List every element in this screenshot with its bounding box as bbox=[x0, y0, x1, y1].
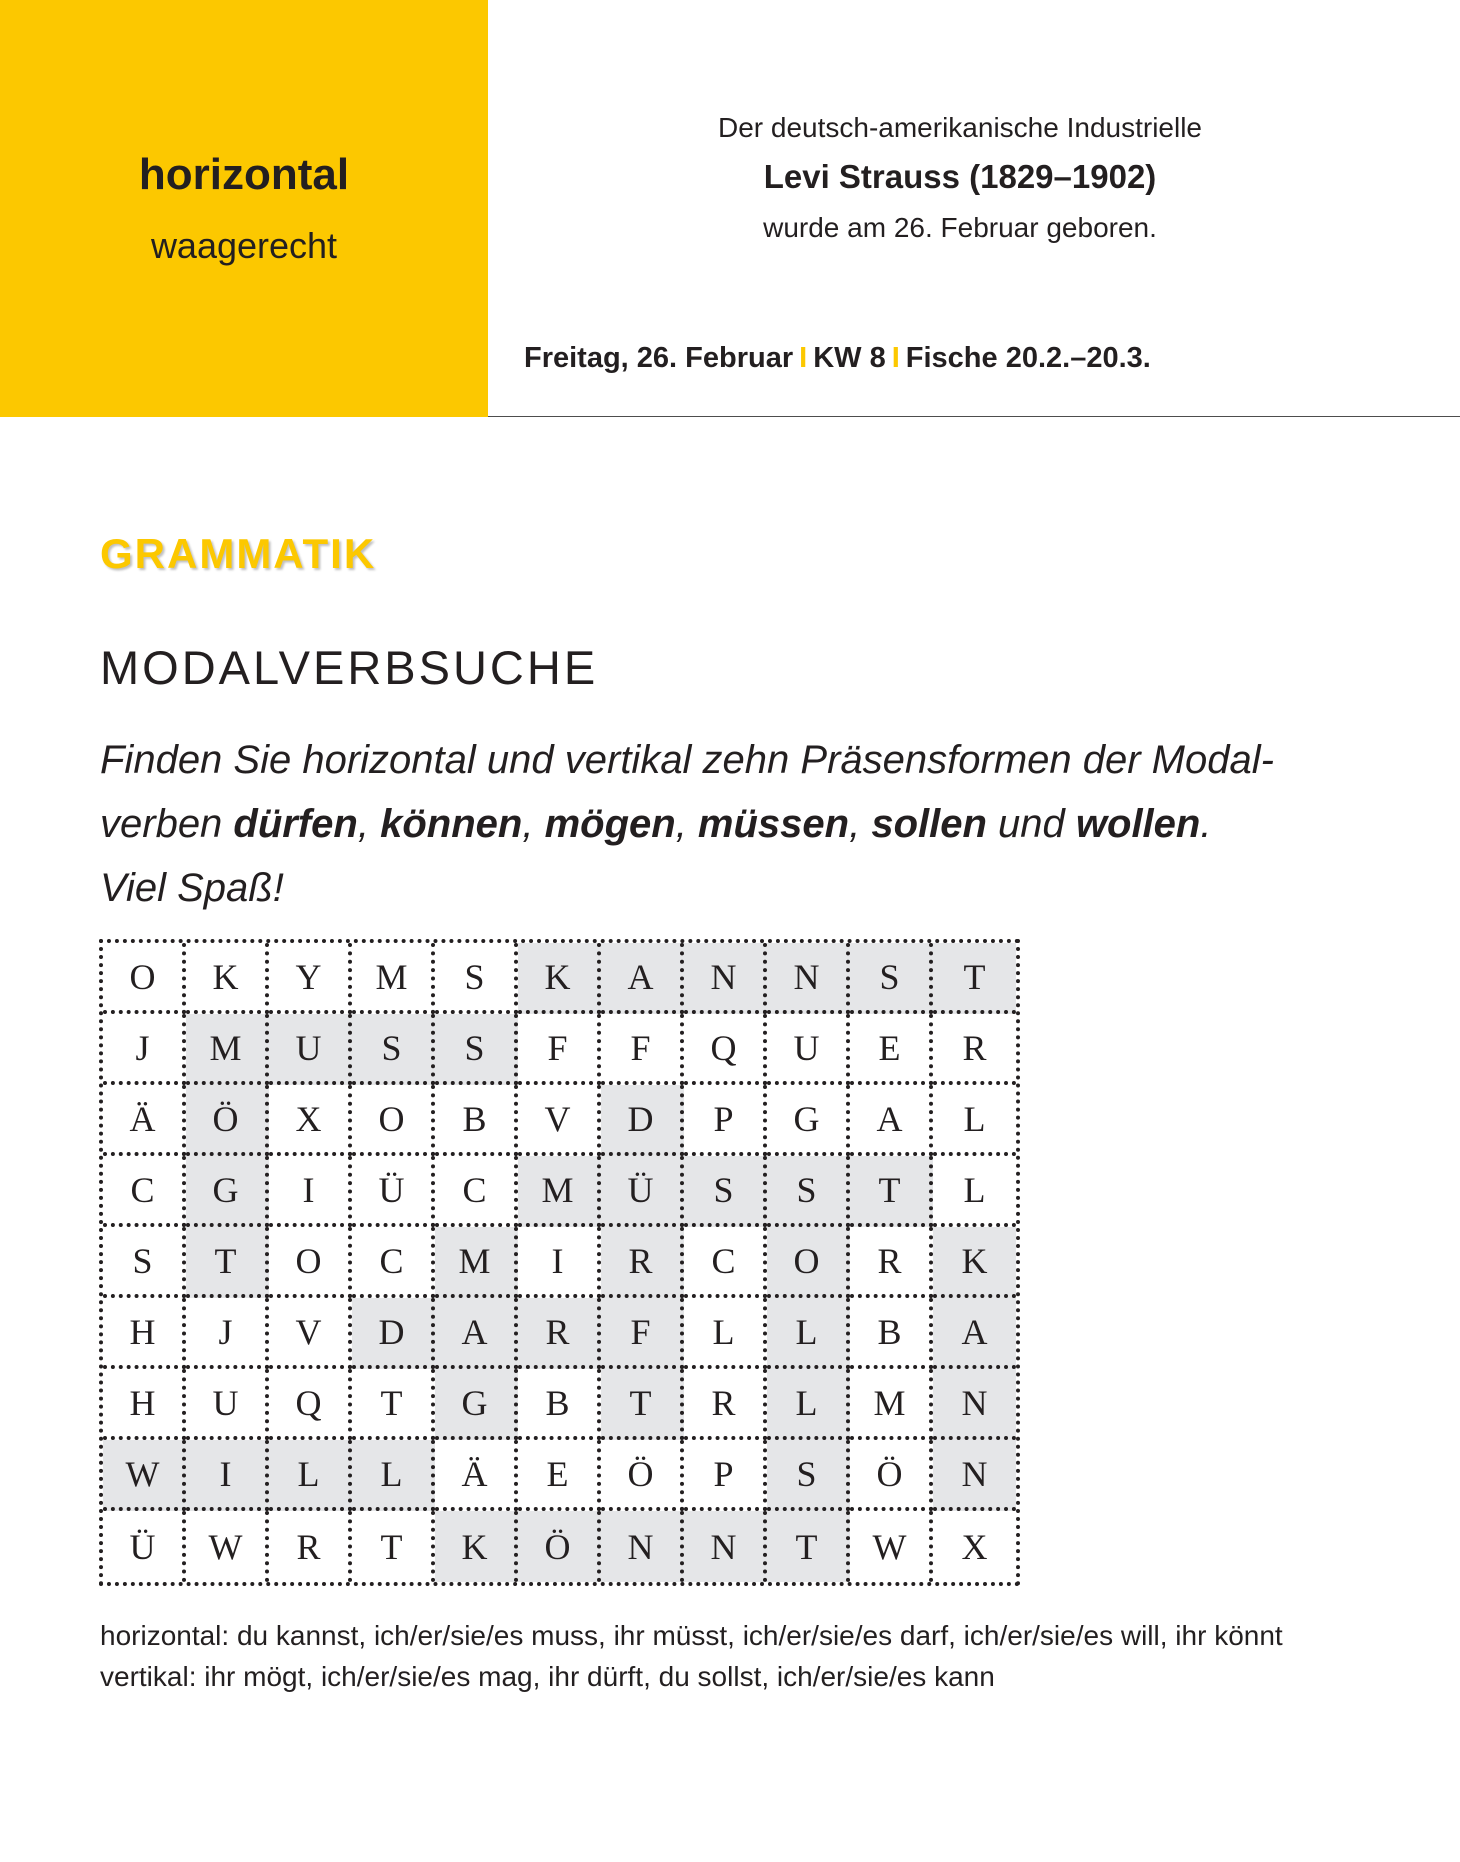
grid-cell: J bbox=[103, 1014, 186, 1085]
grid-cell: S bbox=[850, 943, 933, 1014]
puzzle-title: MODALVERBSUCHE bbox=[100, 641, 599, 694]
grid-cell: E bbox=[518, 1440, 601, 1511]
fact-line-1: Der deutsch-amerikanische Industrielle bbox=[718, 112, 1202, 143]
grid-cell: C bbox=[103, 1156, 186, 1227]
grid-cell: I bbox=[186, 1440, 269, 1511]
grid-cell: S bbox=[767, 1156, 850, 1227]
grid-cell: U bbox=[767, 1014, 850, 1085]
date: Freitag, 26. Februar bbox=[524, 342, 794, 374]
grid-cell: R bbox=[684, 1369, 767, 1440]
grid-cell: M bbox=[186, 1014, 269, 1085]
grid-cell: D bbox=[601, 1085, 684, 1156]
grid-cell: B bbox=[518, 1369, 601, 1440]
grid-cell: K bbox=[186, 943, 269, 1014]
grid-cell: T bbox=[767, 1511, 850, 1582]
grid-cell: K bbox=[933, 1227, 1016, 1298]
grid-cell: L bbox=[933, 1156, 1016, 1227]
grid-cell: S bbox=[352, 1014, 435, 1085]
grid-cell: J bbox=[186, 1298, 269, 1369]
grid-cell: K bbox=[518, 943, 601, 1014]
grid-cell: Ü bbox=[103, 1511, 186, 1582]
grid-cell: Ä bbox=[103, 1085, 186, 1156]
grid-cell: Ü bbox=[352, 1156, 435, 1227]
solution-vertical: vertikal: ihr mögt, ich/er/sie/es mag, ihr dürft, du sollst, ich/er/sie/es kann bbox=[100, 1661, 995, 1692]
grid-cell: A bbox=[850, 1085, 933, 1156]
grid-cell: V bbox=[269, 1298, 352, 1369]
grid-cell: X bbox=[933, 1511, 1016, 1582]
fact-line-2: Levi Strauss (1829–1902) bbox=[763, 158, 1157, 195]
grid-cell: P bbox=[684, 1085, 767, 1156]
calendar-week: KW 8 bbox=[813, 342, 886, 374]
grid-cell: W bbox=[103, 1440, 186, 1511]
grid-cell: Y bbox=[269, 943, 352, 1014]
grid-cell: O bbox=[103, 943, 186, 1014]
punctuation: , bbox=[357, 802, 381, 846]
verb: müssen bbox=[697, 802, 850, 846]
grid-cell: S bbox=[435, 1014, 518, 1085]
instruction-closing: Viel Spaß! bbox=[100, 866, 284, 910]
grid-cell: O bbox=[352, 1085, 435, 1156]
grid-cell: Ä bbox=[435, 1440, 518, 1511]
punctuation: , bbox=[522, 802, 545, 846]
verb: mögen bbox=[544, 802, 676, 846]
instruction-part: verben bbox=[100, 802, 234, 846]
grid-cell: R bbox=[933, 1014, 1016, 1085]
grid-cell: N bbox=[933, 1440, 1016, 1511]
grid-cell: G bbox=[186, 1156, 269, 1227]
punctuation: . bbox=[1200, 802, 1212, 846]
zodiac-sign: Fische 20.2.–20.3. bbox=[905, 342, 1151, 374]
grid-cell: T bbox=[352, 1369, 435, 1440]
grid-cell: Q bbox=[684, 1014, 767, 1085]
grid-cell: Ö bbox=[850, 1440, 933, 1511]
verb: sollen bbox=[871, 802, 987, 846]
grid-cell: F bbox=[518, 1014, 601, 1085]
grid-cell: O bbox=[269, 1227, 352, 1298]
grid-cell: X bbox=[269, 1085, 352, 1156]
grid-cell: D bbox=[352, 1298, 435, 1369]
grid-cell: T bbox=[850, 1156, 933, 1227]
grid-cell: Ö bbox=[518, 1511, 601, 1582]
word-of-day: horizontal bbox=[138, 150, 350, 199]
grid-cell: A bbox=[435, 1298, 518, 1369]
conjunction: und bbox=[986, 802, 1076, 846]
date-line bbox=[524, 342, 1151, 375]
grid-cell: E bbox=[850, 1014, 933, 1085]
grid-cell: P bbox=[684, 1440, 767, 1511]
grid-cell: M bbox=[352, 943, 435, 1014]
grid-cell: V bbox=[518, 1085, 601, 1156]
grid-cell: L bbox=[767, 1298, 850, 1369]
grid-cell: S bbox=[435, 943, 518, 1014]
grid-cell: M bbox=[435, 1227, 518, 1298]
grid-cell: W bbox=[850, 1511, 933, 1582]
header-color-box bbox=[0, 0, 488, 417]
grid-cell: N bbox=[684, 1511, 767, 1582]
instruction-text bbox=[100, 728, 1400, 920]
grid-cell: H bbox=[103, 1298, 186, 1369]
grid-cell: H bbox=[103, 1369, 186, 1440]
grid-cell: Q bbox=[269, 1369, 352, 1440]
grid-cell: A bbox=[933, 1298, 1016, 1369]
grid-cell: N bbox=[601, 1511, 684, 1582]
grid-cell: S bbox=[767, 1440, 850, 1511]
header-divider bbox=[488, 416, 1460, 417]
grid-cell: T bbox=[933, 943, 1016, 1014]
instruction-part: Finden Sie horizontal und vertikal zehn Präsensformen der Modal- bbox=[100, 738, 1274, 782]
grid-cell: T bbox=[186, 1227, 269, 1298]
grid-cell: M bbox=[850, 1369, 933, 1440]
grid-cell: T bbox=[601, 1369, 684, 1440]
grid-cell: I bbox=[518, 1227, 601, 1298]
grid-cell: I bbox=[269, 1156, 352, 1227]
grid-cell: R bbox=[601, 1227, 684, 1298]
grid-cell: T bbox=[352, 1511, 435, 1582]
grid-cell: O bbox=[767, 1227, 850, 1298]
grid-cell: R bbox=[518, 1298, 601, 1369]
grid-cell: L bbox=[933, 1085, 1016, 1156]
separator: I bbox=[891, 342, 900, 374]
grid-cell: R bbox=[269, 1511, 352, 1582]
solution-horizontal: horizontal: du kannst, ich/er/sie/es muss, ihr müsst, ich/er/sie/es darf, ich/er/sie/es will, ihr könnt bbox=[100, 1620, 1283, 1651]
word-search-grid bbox=[99, 939, 1020, 1586]
grid-cell: F bbox=[601, 1298, 684, 1369]
grid-cell: C bbox=[352, 1227, 435, 1298]
grid-cell: N bbox=[933, 1369, 1016, 1440]
grid-cell: N bbox=[684, 943, 767, 1014]
grid-cell: B bbox=[850, 1298, 933, 1369]
grid-cell: G bbox=[435, 1369, 518, 1440]
grid-cell: N bbox=[767, 943, 850, 1014]
grid-cell: Ü bbox=[601, 1156, 684, 1227]
grid-cell: U bbox=[186, 1369, 269, 1440]
separator: I bbox=[799, 342, 808, 374]
grid-cell: Ö bbox=[601, 1440, 684, 1511]
grid-cell: Ö bbox=[186, 1085, 269, 1156]
verb: wollen bbox=[1075, 802, 1201, 846]
grid-cell: L bbox=[269, 1440, 352, 1511]
word-translation: waagerecht bbox=[150, 225, 338, 266]
grid-cell: A bbox=[601, 943, 684, 1014]
grid-cell: L bbox=[684, 1298, 767, 1369]
category-label: GRAMMATIK bbox=[100, 530, 377, 577]
grid-cell: U bbox=[269, 1014, 352, 1085]
grid-cell: S bbox=[684, 1156, 767, 1227]
fact-line-3: wurde am 26. Februar geboren. bbox=[763, 212, 1157, 243]
punctuation: , bbox=[849, 802, 872, 846]
grid-cell: S bbox=[103, 1227, 186, 1298]
grid-cell: B bbox=[435, 1085, 518, 1156]
grid-cell: C bbox=[684, 1227, 767, 1298]
grid-cell: G bbox=[767, 1085, 850, 1156]
grid-cell: R bbox=[850, 1227, 933, 1298]
grid-cell: K bbox=[435, 1511, 518, 1582]
grid-cell: L bbox=[767, 1369, 850, 1440]
grid-cell: L bbox=[352, 1440, 435, 1511]
grid-cell: C bbox=[435, 1156, 518, 1227]
punctuation: , bbox=[675, 802, 698, 846]
verb: können bbox=[380, 802, 523, 846]
grid-cell: W bbox=[186, 1511, 269, 1582]
verb: dürfen bbox=[233, 802, 358, 846]
grid-cell: M bbox=[518, 1156, 601, 1227]
grid-cell: F bbox=[601, 1014, 684, 1085]
